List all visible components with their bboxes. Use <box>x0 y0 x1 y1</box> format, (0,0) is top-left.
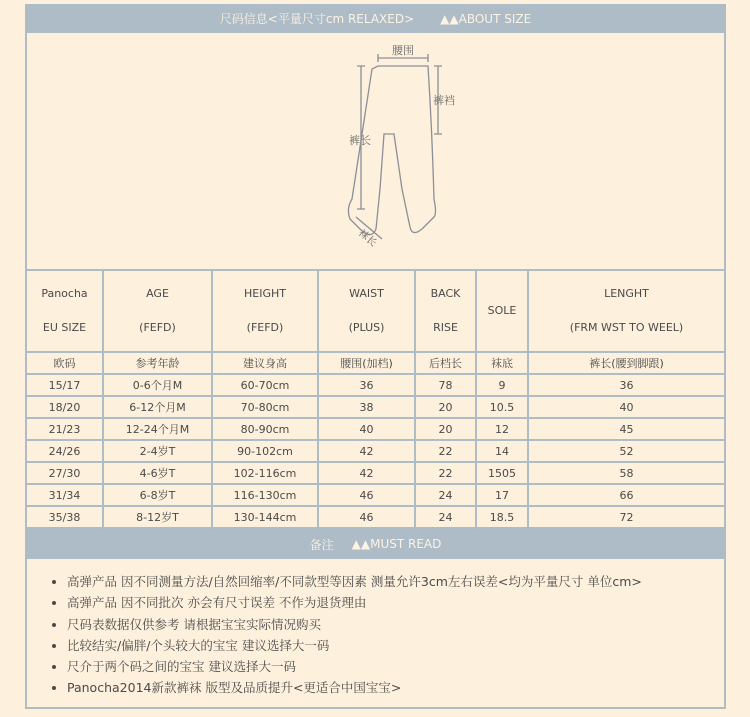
table-cell: 15/17 <box>27 374 103 396</box>
cn-header: 腰围(加档) <box>318 352 415 374</box>
table-cell: 12 <box>476 418 528 440</box>
table-cell: 46 <box>318 506 415 528</box>
table-cell: 22 <box>415 440 476 462</box>
table-cell: 46 <box>318 484 415 506</box>
table-cell: 9 <box>476 374 528 396</box>
col-length: LENGHT (FRM WST TO WEEL) <box>528 271 724 352</box>
header-row <box>27 271 724 352</box>
table-cell: 24 <box>415 484 476 506</box>
table-cell: 52 <box>528 440 724 462</box>
table-cell: 36 <box>528 374 724 396</box>
tights-illustration <box>322 39 472 254</box>
col-waist: WAIST (PLUS) <box>318 271 415 352</box>
table-row <box>27 374 724 396</box>
table-cell: 90-102cm <box>212 440 318 462</box>
table-cell: 21/23 <box>27 418 103 440</box>
table-cell: 6-12个月M <box>103 396 212 418</box>
cn-header: 袜底 <box>476 352 528 374</box>
table-row <box>27 396 724 418</box>
length-label: 裤长 <box>349 134 371 147</box>
table-cell: 80-90cm <box>212 418 318 440</box>
table-cell: 42 <box>318 462 415 484</box>
header-subtitle: ▲▲ABOUT SIZE <box>440 11 532 26</box>
col-sole: SOLE <box>476 271 528 352</box>
table-cell: 10.5 <box>476 396 528 418</box>
table-cell: 36 <box>318 374 415 396</box>
table-cell: 6-8岁T <box>103 484 212 506</box>
table-cell: 58 <box>528 462 724 484</box>
col-back-rise: BACK RISE <box>415 271 476 352</box>
table-cell: 24 <box>415 506 476 528</box>
size-info-header <box>27 4 724 33</box>
table-cell: 78 <box>415 374 476 396</box>
table-row <box>27 462 724 484</box>
cn-header: 后档长 <box>415 352 476 374</box>
table-cell: 14 <box>476 440 528 462</box>
table-cell: 40 <box>528 396 724 418</box>
cn-header: 裤长(腰到脚跟) <box>528 352 724 374</box>
waist-label: 腰围 <box>392 44 414 57</box>
table-cell: 45 <box>528 418 724 440</box>
table-cell: 130-144cm <box>212 506 318 528</box>
cn-header: 参考年龄 <box>103 352 212 374</box>
table-row <box>27 418 724 440</box>
table-cell: 31/34 <box>27 484 103 506</box>
table-cell: 18.5 <box>476 506 528 528</box>
tights-diagram <box>27 33 724 271</box>
table-cell: 22 <box>415 462 476 484</box>
table-cell: 1505 <box>476 462 528 484</box>
size-table <box>27 271 724 529</box>
rise-label: 裤裆 <box>433 94 455 107</box>
note-item: • 高弹产品 因不同批次 亦会有尺寸误差 不作为退货理由 <box>67 592 724 613</box>
table-cell: 42 <box>318 440 415 462</box>
table-cell: 12-24个月M <box>103 418 212 440</box>
note-item: • 比较结实/偏胖/个头较大的宝宝 建议选择大一码 <box>67 635 724 656</box>
table-row <box>27 440 724 462</box>
table-cell: 18/20 <box>27 396 103 418</box>
note-item: • 尺码表数据仅供参考 请根据宝宝实际情况购买 <box>67 614 724 635</box>
notes-header <box>27 529 724 559</box>
sock-label: 袜长 <box>356 227 379 250</box>
table-cell: 40 <box>318 418 415 440</box>
table-cell: 17 <box>476 484 528 506</box>
table-cell: 116-130cm <box>212 484 318 506</box>
cn-header-row <box>27 352 724 374</box>
table-cell: 35/38 <box>27 506 103 528</box>
table-cell: 66 <box>528 484 724 506</box>
table-cell: 24/26 <box>27 440 103 462</box>
table-cell: 20 <box>415 418 476 440</box>
table-cell: 27/30 <box>27 462 103 484</box>
table-row <box>27 484 724 506</box>
table-cell: 60-70cm <box>212 374 318 396</box>
table-row <box>27 506 724 528</box>
header-title: 尺码信息<平量尺寸cm RELAXED> <box>219 12 415 26</box>
col-age: AGE (FEFD) <box>103 271 212 352</box>
col-eu-size: Panocha EU SIZE <box>27 271 103 352</box>
note-item: • 高弹产品 因不同测量方法/自然回缩率/不同款型等因素 测量允许3cm左右误差<均为平量尺寸 单位cm> <box>67 571 724 592</box>
notes-subtitle: ▲▲MUST READ <box>351 537 442 551</box>
col-height: HEIGHT (FEFD) <box>212 271 318 352</box>
table-cell: 72 <box>528 506 724 528</box>
notes-title: 备注 <box>309 537 334 552</box>
notes-list <box>27 559 724 707</box>
table-cell: 8-12岁T <box>103 506 212 528</box>
table-cell: 20 <box>415 396 476 418</box>
table-cell: 0-6个月M <box>103 374 212 396</box>
table-cell: 38 <box>318 396 415 418</box>
note-item: • 尺介于两个码之间的宝宝 建议选择大一码 <box>67 656 724 677</box>
table-cell: 102-116cm <box>212 462 318 484</box>
note-item: • Panocha2014新款裤袜 版型及品质提升<更适合中国宝宝> <box>67 677 724 698</box>
table-cell: 2-4岁T <box>103 440 212 462</box>
size-chart <box>25 4 726 709</box>
table-cell: 4-6岁T <box>103 462 212 484</box>
cn-header: 建议身高 <box>212 352 318 374</box>
cn-header: 欧码 <box>27 352 103 374</box>
table-cell: 70-80cm <box>212 396 318 418</box>
